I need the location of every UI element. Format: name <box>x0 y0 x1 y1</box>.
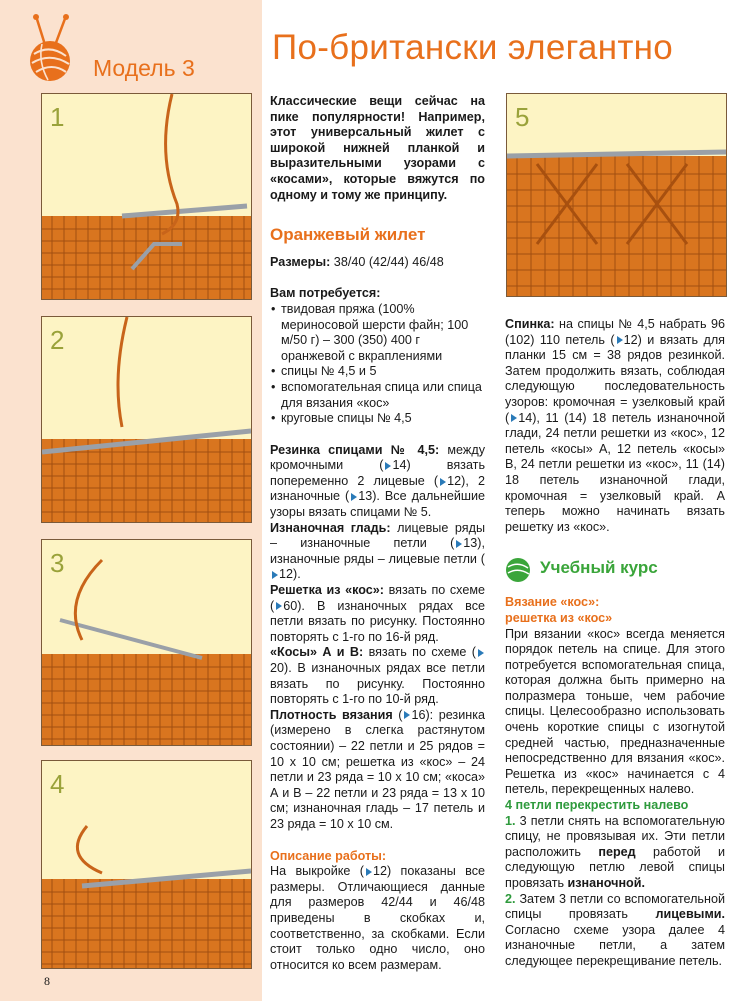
text-run: 12) и вязать для планки 15 см = 38 рядов резинкой. Затем продолжить вязать, соблюдая следующую последовательность узоров: кромочная = узелковый край ( <box>505 332 725 425</box>
text-run: 13), изнаночные ряды – лицевые петли ( <box>270 536 485 566</box>
emphasis: изнаночной. <box>567 876 645 890</box>
stst-text <box>270 521 485 583</box>
panel-number: 1 <box>50 102 65 132</box>
text-run: 12). <box>279 567 301 582</box>
right-column <box>505 317 725 970</box>
materials-label: Вам потребуется: <box>270 286 381 301</box>
pointer-icon <box>276 602 282 610</box>
materials-item: • круговые спицы № 4,5 <box>270 411 485 427</box>
text-run: 60). В изнаночных рядах все петли вязать по рисунку. Постоянно повторять с 1-го по 16-й ряд. <box>270 598 485 644</box>
vest-heading: Оранжевый жилет <box>270 225 426 245</box>
text-run: 20). В изнаночных рядах все петли вязать по рисунку. Постоянно повторять с 1-го по 10-й ряд. <box>270 661 485 707</box>
text-run: 12) показаны все размеры. Отличающиеся данные для размеров 42/44 и 46/48 приведены в скобках и, соответственно, за скобками. Если стоит только одно число, оно относится ко всем размерам. <box>270 864 485 972</box>
text-run: работой и следующую петлю левой спицы провязать <box>505 844 725 890</box>
text-run: Затем 3 петли со вспомогательной спицы провязать <box>505 891 725 922</box>
course-text: При вязании «кос» всегда меняется порядок петель на спице. Для этого потребуется вспомогательная спица, которая должна быть примерно на полразмера тоньше, чем рабочие спицы. Целесообразно использовать очень короткие спицы с изогнутой средней частью, предназначенные непосредственно для вязания «кос». Решетка из «кос» начинается с 4 петель, перекрещенных налево. <box>505 626 725 797</box>
text-run: 14) вязать попеременно 2 лицевые ( <box>270 458 486 488</box>
illustration-panel-2 <box>41 316 252 523</box>
pointer-icon <box>366 868 372 876</box>
page-title: По-британски элегантно <box>272 28 674 67</box>
step-1 <box>505 814 725 892</box>
gauge-text <box>270 708 485 833</box>
illustration-panel-4 <box>41 760 252 969</box>
course-subheading-2: решетка из «кос» <box>505 610 613 625</box>
back-text <box>505 317 725 535</box>
text-run: лицевые ряды – изнаночные петли ( <box>270 520 485 551</box>
rib-text <box>270 443 485 521</box>
sizes-value: 38/40 (42/44) 46/48 <box>330 254 444 269</box>
yarn-ball-icon <box>14 14 84 84</box>
text-run: 16): резинка (измерено в слегка растянутом состоянии) – 22 петли и 25 рядов = 10 x 10 см; решетка из «кос» – 24 петли и 23 ряда = 10 x 10 см; «коса» А и В – 22 петли и 23 ряда = 13 x 10 см; изнаночная гладь – 17 петель и 23 ряда = 10 x 10 см. <box>270 707 485 831</box>
text-run: 13). Все дальнейшие узоры вязать спицами № 5. <box>270 489 485 520</box>
work-heading: Описание работы: <box>270 848 387 863</box>
step-number: 1. <box>505 813 516 828</box>
yarn-ball-icon <box>505 557 531 583</box>
pointer-icon <box>351 493 357 501</box>
materials-item: • спицы № 4,5 и 5 <box>270 364 485 380</box>
course-title: Учебный курс <box>540 558 658 578</box>
illustration-panel-5 <box>506 93 727 297</box>
pointer-icon <box>272 571 278 579</box>
course-header <box>505 557 725 583</box>
pointer-icon <box>385 462 391 470</box>
cables-label: «Косы» А и В: <box>270 645 364 660</box>
pointer-icon <box>478 649 484 657</box>
text-run: 12), 2 изнаночные ( <box>270 473 485 504</box>
stst-label: Изнаночная гладь: <box>270 520 391 535</box>
pointer-icon <box>440 478 446 486</box>
illustration-panel-3 <box>41 539 252 746</box>
materials-item: • твидовая пряжа (100% мериносовой шерсти файн; 100 м/50 г) – 300 (350) 400 г оранжевой с вкраплениями <box>270 302 485 364</box>
emphasis: лицевыми. <box>655 907 725 922</box>
materials-list <box>270 302 485 427</box>
cables-text <box>270 645 485 707</box>
illustration-panel-1 <box>41 93 252 300</box>
text-run: 3 петли снять на вспомогательную спицу, не провязывая их. Эти петли расположить <box>505 813 725 859</box>
step-2 <box>505 892 725 970</box>
course-subheading: Вязание «кос»: <box>505 595 600 610</box>
text-run: Согласно схеме узора далее 4 изнаночные петли, а затем следующее перекрещивание петель. <box>505 922 725 968</box>
pointer-icon <box>617 336 623 344</box>
pointer-icon <box>511 414 517 422</box>
panel-number: 4 <box>50 769 65 799</box>
gauge-label: Плотность вязания <box>270 707 393 722</box>
emphasis: перед <box>598 844 636 859</box>
rib-label: Резинка спицами № 4,5: <box>270 442 440 457</box>
panel-number: 5 <box>515 102 530 132</box>
step-heading: 4 петли перекрестить налево <box>505 798 689 813</box>
text-run: 14), 11 (14) 18 петель изнаночной глади, 24 петли решетки из «кос», 12 петель «косы» А, 12 петель «косы» В, 24 петли решетки из «кос», 11 (14) 18 петель изнаночной глади, кромочная = узелковый край. А теперь можно начинать вязать решетку из «кос». <box>505 410 725 534</box>
model-label: Модель 3 <box>93 55 195 81</box>
sizes <box>270 255 485 271</box>
page-number: 8 <box>44 974 50 988</box>
panel-number: 3 <box>50 548 65 578</box>
intro-text: Классические вещи сейчас на пике популярности! Например, этот универсальный жилет с широкой нижней планкой и выразительными узорами с «косами», которые вяжутся по одному и тому же принципу. <box>270 94 485 202</box>
back-label: Спинка: <box>505 317 555 331</box>
text-run: вязать по схеме ( <box>363 645 476 660</box>
step-number: 2. <box>505 891 516 906</box>
text-run: на спицы № 4,5 набрать 96 (102) 110 петель ( <box>505 317 725 347</box>
text-run: между кромочными ( <box>270 442 485 473</box>
text-run: ( <box>392 707 403 722</box>
panel-number: 2 <box>50 325 65 355</box>
work-text <box>270 864 485 973</box>
text-run: вязать по схеме ( <box>270 583 486 613</box>
sizes-label: Размеры: <box>270 254 331 269</box>
text-run: На выкройке ( <box>270 864 364 879</box>
lattice-text <box>270 583 485 645</box>
middle-column <box>270 94 485 973</box>
pointer-icon <box>456 540 462 548</box>
pointer-icon <box>404 711 410 719</box>
lattice-label: Решетка из «кос»: <box>270 583 385 598</box>
materials-item: • вспомогательная спица или спица для вязания «кос» <box>270 380 485 411</box>
